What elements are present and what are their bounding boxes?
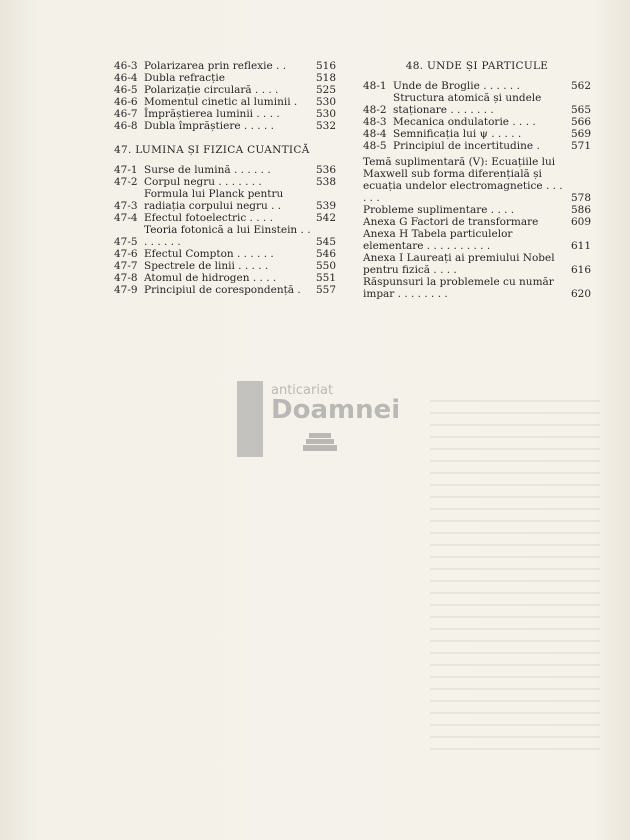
toc-entry (114, 224, 336, 248)
page-number: 550 (315, 260, 336, 272)
section-number: 47-7 (114, 260, 138, 272)
page-number: 518 (315, 72, 336, 84)
toc-entry (114, 72, 336, 84)
section-number: 46-6 (114, 96, 138, 108)
section-number: 48-5 (363, 140, 387, 152)
toc-entry (114, 120, 336, 132)
page-number: 616 (570, 264, 591, 276)
toc-entry (114, 212, 336, 224)
entry-title: Formula lui Planck pentru radiația corpului negru . . (144, 188, 284, 212)
toc-entry (114, 188, 336, 212)
section-number: 48-2 (363, 104, 387, 116)
page-number: 571 (570, 140, 591, 152)
books-icon (301, 431, 341, 453)
section-number: 46-5 (114, 84, 138, 96)
page-number: 545 (315, 236, 336, 248)
page-number: 538 (315, 176, 336, 188)
section-46-list (114, 60, 336, 132)
entry-title: Surse de lumină . . . . . . (144, 164, 271, 176)
toc-entry (114, 96, 336, 108)
page-number: 620 (570, 288, 591, 300)
entry-title: Anexa G Factori de transformare (363, 216, 539, 228)
page-number: 525 (315, 84, 336, 96)
entry-title: Atomul de hidrogen . . . . (144, 272, 277, 284)
page-number: 539 (315, 200, 336, 212)
section-number: 47-3 (114, 200, 138, 212)
toc-entry (114, 248, 336, 260)
page-number: 530 (315, 96, 336, 108)
left-column (114, 60, 336, 296)
entry-title: Polarizarea prin reflexie . . (144, 60, 287, 72)
toc-entry (114, 60, 336, 72)
entry-title: Structura atomică și undele staționare . . . . . . . (393, 92, 542, 116)
toc-entry (363, 156, 591, 204)
entry-title: Dubla refracție (144, 72, 225, 84)
entry-title: Corpul negru . . . . . . . (144, 176, 262, 188)
entry-title: Efectul Compton . . . . . . (144, 248, 274, 260)
page-number: 516 (315, 60, 336, 72)
section-48-list (363, 80, 591, 152)
entry-title: Mecanica ondulatorie . . . . (393, 116, 536, 128)
section-number: 46-7 (114, 108, 138, 120)
toc-entry (114, 164, 336, 176)
toc-entry (363, 276, 591, 300)
page-number: 530 (315, 108, 336, 120)
toc-entry (363, 204, 591, 216)
section-number: 47-5 (114, 236, 138, 248)
watermark-line2: Doamnei (271, 395, 401, 425)
section-number: 46-3 (114, 60, 138, 72)
watermark-logo (237, 381, 401, 457)
toc-entry (363, 228, 591, 252)
page-number: 562 (570, 80, 591, 92)
page-number: 569 (570, 128, 591, 140)
watermark-bar (237, 381, 263, 457)
page-number: 542 (315, 212, 336, 224)
entry-title: Polarizație circulară . . . . (144, 84, 279, 96)
section-number: 47-6 (114, 248, 138, 260)
toc-entry (363, 128, 591, 140)
toc-entry (114, 260, 336, 272)
page-number: 557 (315, 284, 336, 296)
page-number: 578 (570, 192, 591, 204)
toc-entry (114, 272, 336, 284)
bleed-through-text (430, 400, 600, 760)
toc-entry (114, 84, 336, 96)
section-number: 48-3 (363, 116, 387, 128)
section-47-list (114, 164, 336, 296)
section-number: 47-9 (114, 284, 138, 296)
chapter-48-heading: 48. UNDE ȘI PARTICULE (405, 60, 549, 72)
toc-entry (363, 216, 591, 228)
section-number: 48-1 (363, 80, 387, 92)
entry-title: Răspunsuri la problemele cu număr impar . . . . . . . . (363, 276, 554, 300)
toc-entry (363, 116, 591, 128)
section-number: 47-2 (114, 176, 138, 188)
toc-entry (114, 176, 336, 188)
toc-entry (363, 140, 591, 152)
page-number: 566 (570, 116, 591, 128)
right-column (363, 60, 591, 300)
entry-title: Anexa H Tabela particulelor elementare . . . . . . . . . . (363, 228, 513, 252)
toc-entry (363, 252, 591, 276)
section-number: 47-4 (114, 212, 138, 224)
entry-title: Împrăștierea luminii . . . . (144, 108, 280, 120)
entry-title: Principiul de corespondență . (144, 284, 301, 296)
entry-title: Efectul fotoelectric . . . . (144, 212, 273, 224)
entry-title: Unde de Broglie . . . . . . (393, 80, 520, 92)
page-number: 586 (570, 204, 591, 216)
page-number: 611 (570, 240, 591, 252)
entry-title: Semnificația lui ψ . . . . . (393, 128, 522, 140)
page-number: 565 (570, 104, 591, 116)
chapter-47-heading: 47. LUMINA ȘI FIZICA CUANTICĂ (114, 144, 310, 156)
section-number: 47-8 (114, 272, 138, 284)
section-number: 46-4 (114, 72, 138, 84)
page-number: 551 (315, 272, 336, 284)
section-number: 48-4 (363, 128, 387, 140)
entry-title: Temă suplimentară (V): Ecuațiile lui Maxwell sub forma diferențială și ecuația undelor electromagnetice . . . . . . (363, 156, 563, 204)
entry-title: Teoria fotonică a lui Einstein . . . . . . . . (144, 224, 311, 248)
toc-entry (363, 80, 591, 92)
section-number: 47-1 (114, 164, 138, 176)
entry-title: Probleme suplimentare . . . . (363, 204, 515, 216)
section-number: 46-8 (114, 120, 138, 132)
page-number: 532 (315, 120, 336, 132)
entry-title: Spectrele de linii . . . . . (144, 260, 269, 272)
watermark-line1: anticariat (271, 383, 334, 398)
page-number: 536 (315, 164, 336, 176)
appendix-list (363, 156, 591, 300)
entry-title: Principiul de incertitudine . (393, 140, 540, 152)
toc-entry (114, 108, 336, 120)
page-number: 546 (315, 248, 336, 260)
entry-title: Anexa I Laureați ai premiului Nobel pentru fizică . . . . (363, 252, 555, 276)
toc-entry (114, 284, 336, 296)
toc-entry (363, 92, 591, 116)
entry-title: Dubla împrăștiere . . . . . (144, 120, 274, 132)
page-number: 609 (570, 216, 591, 228)
entry-title: Momentul cinetic al luminii . (144, 96, 298, 108)
